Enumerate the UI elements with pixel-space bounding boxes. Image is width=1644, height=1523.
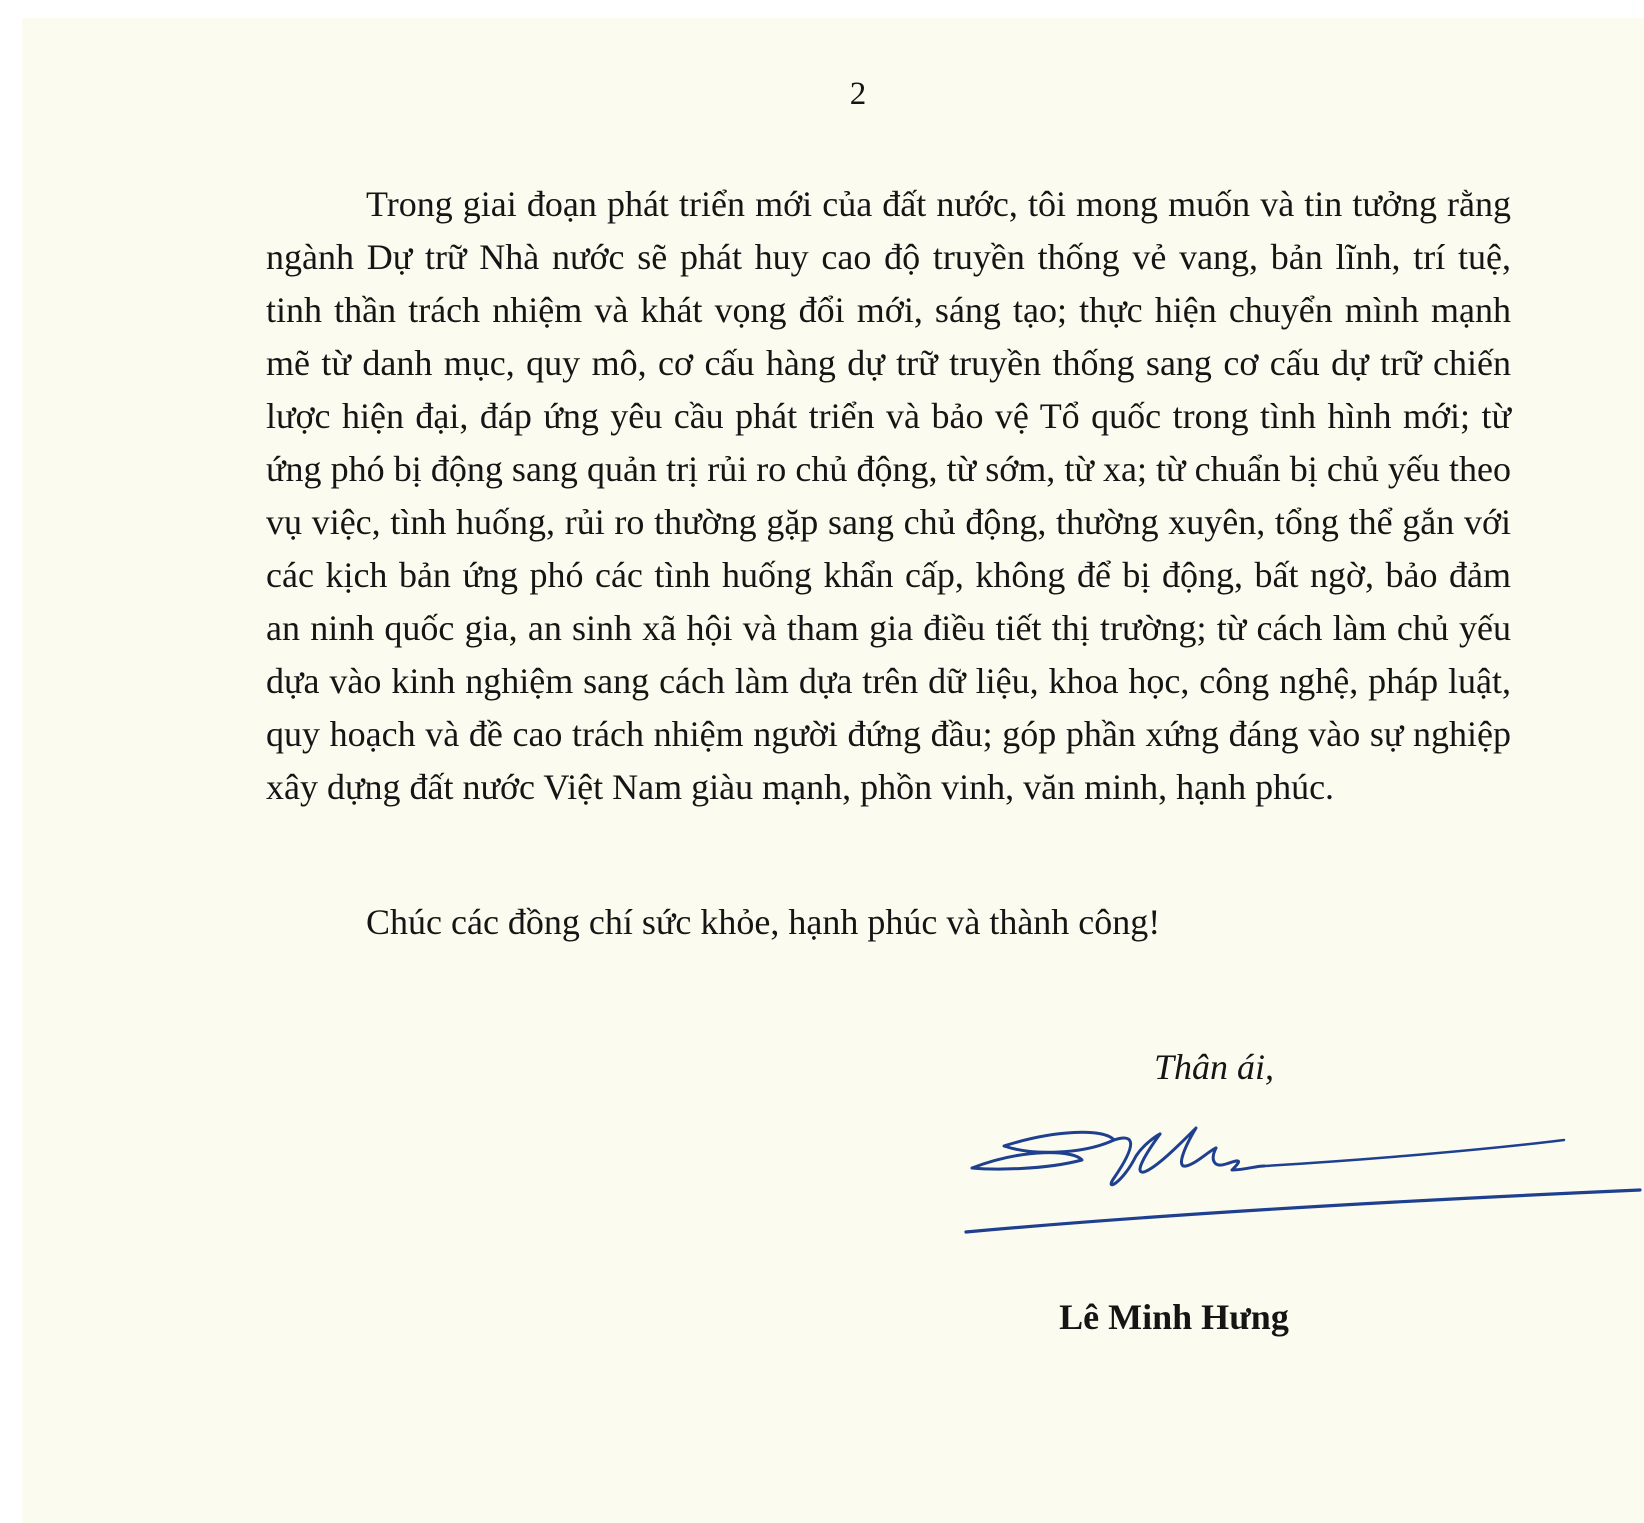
main-paragraph-text: Trong giai đoạn phát triển mới của đất nước, tôi mong muốn và tin tưởng rằng ngành Dự trữ Nhà nước sẽ phát huy cao độ truyền thống vẻ vang, bản lĩnh, trí tuệ, tinh thần trách nhiệm và khát vọng đổi mới, sáng tạo; thực hiện chuyển mình mạnh mẽ từ danh mục, quy mô, cơ cấu hàng dự trữ truyền thống sang cơ cấu dự trữ chiến lược hiện đại, đáp ứng yêu cầu phát triển và bảo vệ Tổ quốc trong tình hình mới; từ ứng phó bị động sang quản trị rủi ro chủ động, từ sớm, từ xa; từ chuẩn bị chủ yếu theo vụ việc, tình huống, rủi ro thường gặp sang chủ động, thường xuyên, tổng thể gắn với các kịch bản ứng phó các tình huống khẩn cấp, không để bị động, bất ngờ, bảo đảm an ninh quốc gia, an sinh xã hội và tham gia điều tiết thị trường; từ cách làm chủ yếu dựa vào kinh nghiệm sang cách làm dựa trên dữ liệu, khoa học, công nghệ, pháp luật, quy hoạch và đề cao trách nhiệm người đứng đầu; góp phần xứng đáng vào sự nghiệp xây dựng đất nước Việt Nam giàu mạnh, phồn vinh, văn minh, hạnh phúc. <box>266 184 1511 807</box>
handwritten-signature <box>964 1126 1644 1276</box>
page-number: 2 <box>849 76 867 112</box>
greeting: Thân ái, <box>1153 1047 1275 1087</box>
main-paragraph <box>266 178 1511 814</box>
document-page <box>22 18 1644 1523</box>
closing-line: Chúc các đồng chí sức khỏe, hạnh phúc và thành công! <box>366 902 1161 942</box>
signer-name: Lê Minh Hưng <box>1059 1297 1289 1337</box>
